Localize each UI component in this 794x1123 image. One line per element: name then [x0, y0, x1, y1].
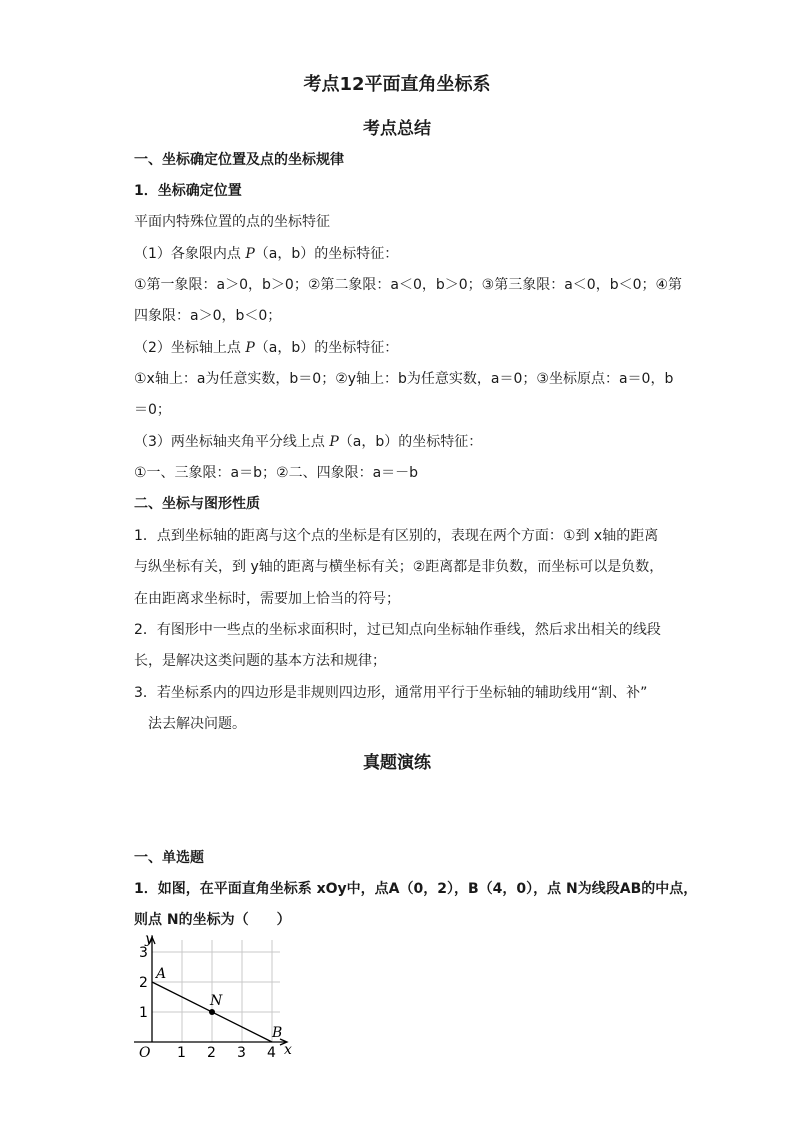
x-tick-4: 4	[267, 1045, 276, 1061]
x-axis-label: x	[284, 1042, 292, 1058]
x-tick-1: 1	[177, 1045, 186, 1061]
y-axis-label: y	[145, 931, 153, 947]
point-b-label: B	[272, 1025, 283, 1041]
point-n-dot	[209, 1009, 215, 1015]
question-1-line-2: 则点 N的坐标为（ ）	[134, 912, 291, 928]
property-text-6: 3．若坐标系内的四边形是非规则四边形，通常用平行于坐标轴的辅助线用“割、补”	[134, 685, 648, 701]
property-text-4: 2．有图形中一些点的坐标求面积时，过已知点向坐标轴作垂线，然后求出相关的线段	[134, 622, 661, 638]
point-n-label: N	[210, 993, 223, 1009]
axis-rule-line-1: ①x轴上：a为任意实数，b＝0；②y轴上：b为任意实数，a＝0；③坐标原点：a＝0，b	[134, 371, 674, 387]
page-title: 考点12平面直角坐标系	[303, 74, 491, 95]
heading-graph-properties: 二、坐标与图形性质	[134, 496, 260, 512]
property-text-5: 长，是解决这类问题的基本方法和规律；	[134, 653, 386, 669]
intro-text: 平面内特殊位置的点的坐标特征	[134, 214, 330, 230]
quadrant-rule-line-2: 四象限：a＞0，b＜0；	[134, 308, 282, 324]
axis-feature-line: （2）坐标轴上点 P（a，b）的坐标特征：	[134, 340, 399, 356]
axis-rule-line-2: ＝0；	[134, 402, 171, 418]
y-tick-3: 3	[139, 945, 148, 961]
origin-label: O	[139, 1045, 151, 1061]
heading-coordinate-position: 一、坐标确定位置及点的坐标规律	[134, 152, 344, 168]
question-1-line-1: 1．如图，在平面直角坐标系 xOy中，点A（0，2），B（4，0），点 N为线段AB的中点，	[134, 881, 698, 897]
x-tick-3: 3	[237, 1045, 246, 1061]
quadrant-feature-line: （1）各象限内点 P（a，b）的坐标特征：	[134, 246, 399, 262]
property-text-3: 在由距离求坐标时，需要加上恰当的符号；	[134, 591, 400, 607]
property-text-2: 与纵坐标有关，到 y轴的距离与横坐标有关；②距离都是非负数，而坐标可以是负数，	[134, 559, 664, 575]
x-tick-2: 2	[207, 1045, 216, 1061]
coordinate-figure	[130, 930, 300, 1065]
heading-single-choice: 一、单选题	[134, 850, 204, 866]
y-tick-2: 2	[139, 975, 148, 991]
y-tick-1: 1	[139, 1005, 148, 1021]
bisector-rule-line: ①一、三象限：a＝b；②二、四象限：a＝－b	[134, 465, 419, 481]
property-text-7: 法去解决问题。	[148, 716, 246, 732]
property-text-1: 1．点到坐标轴的距离与这个点的坐标是有区别的，表现在两个方面：①到 x轴的距离	[134, 528, 659, 544]
section-practice-title: 真题演练	[363, 753, 431, 773]
subheading-coordinate-position: 1．坐标确定位置	[134, 183, 242, 199]
quadrant-rule-line-1: ①第一象限：a＞0，b＞0；②第二象限：a＜0，b＞0；③第三象限：a＜0，b＜0；④第	[134, 277, 683, 293]
bisector-feature-line: （3）两坐标轴夹角平分线上点 P（a，b）的坐标特征：	[134, 434, 483, 450]
section-summary-title: 考点总结	[363, 119, 431, 139]
point-a-label: A	[156, 966, 167, 982]
